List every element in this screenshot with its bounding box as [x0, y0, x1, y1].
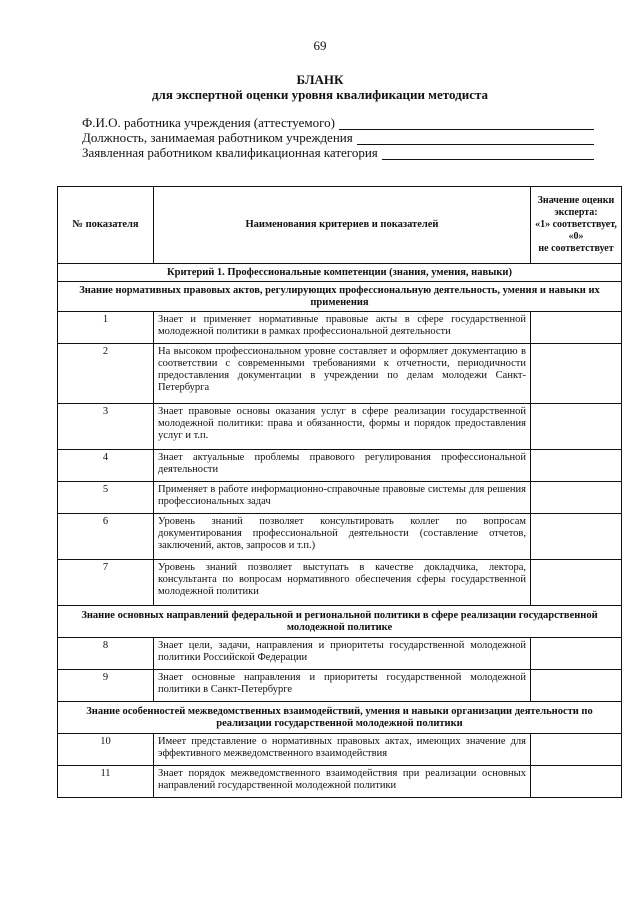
- field-position: [82, 131, 594, 145]
- table-row: [58, 312, 622, 344]
- row-value-cell[interactable]: [531, 514, 622, 560]
- row-value-cell[interactable]: [531, 734, 622, 766]
- table-row: [58, 560, 622, 606]
- header-value-line-2: «1» соответствует,: [535, 219, 617, 230]
- category-input[interactable]: [382, 148, 594, 160]
- header-value-line-3: «0»: [568, 231, 584, 242]
- header-value-line-1: Значение оценки эксперта:: [537, 195, 615, 218]
- row-value-cell[interactable]: [531, 560, 622, 606]
- field-category-label: Заявленная работником квалификационная категория: [82, 145, 378, 160]
- row-number: 5: [58, 482, 154, 514]
- table-row: [58, 450, 622, 482]
- table-row: [58, 514, 622, 560]
- header-value-line-4: не соответствует: [538, 243, 614, 254]
- row-text: Применяет в работе информационно-справочные правовые системы для решения профессиональных задач: [154, 482, 531, 514]
- row-text: Знает правовые основы оказания услуг в сфере реализации государственной молодежной политики: права и обязанности, формы и порядок предоставления услуг и т.п.: [154, 404, 531, 450]
- form-title-subtitle: для экспертной оценки уровня квалификации методиста: [151, 87, 489, 102]
- row-text: Знает цели, задачи, направления и приоритеты государственной молодежной политики Российской Федерации: [154, 638, 531, 670]
- row-value-cell[interactable]: [531, 312, 622, 344]
- row-number: 4: [58, 450, 154, 482]
- table-row: [58, 344, 622, 404]
- row-text: Знает актуальные проблемы правового регулирования профессиональной деятельности: [154, 450, 531, 482]
- criteria-table: [57, 186, 622, 798]
- row-text: Знает порядок межведомственного взаимодействия при реализации основных направлений государственной молодежной политики: [154, 766, 531, 798]
- row-number: 10: [58, 734, 154, 766]
- table-row: [58, 404, 622, 450]
- criterion-heading: Критерий 1. Профессиональные компетенции (знания, умения, навыки): [58, 264, 622, 282]
- row-text: Уровень знаний позволяет выступать в качестве докладчика, лектора, консультанта по вопросам нормативного обеспечения сферы государственной молодежной политики: [154, 560, 531, 606]
- table-row: [58, 734, 622, 766]
- table-row: [58, 766, 622, 798]
- form-title: [0, 72, 640, 102]
- header-number: № показателя: [58, 187, 154, 264]
- position-input[interactable]: [357, 133, 594, 145]
- form-title-main: БЛАНК: [296, 72, 344, 87]
- row-value-cell[interactable]: [531, 638, 622, 670]
- row-number: 6: [58, 514, 154, 560]
- section-row: [58, 702, 622, 734]
- row-number: 11: [58, 766, 154, 798]
- table-header-row: [58, 187, 622, 264]
- header-name: Наименования критериев и показателей: [154, 187, 531, 264]
- row-value-cell[interactable]: [531, 450, 622, 482]
- row-number: 3: [58, 404, 154, 450]
- row-text: На высоком профессиональном уровне составляет и оформляет документацию в соответствии с современными требованиями к отчетности, периодичности предоставления документации в учреждении по делам молодежи Санкт-Петербурга: [154, 344, 531, 404]
- row-number: 1: [58, 312, 154, 344]
- section-row: [58, 282, 622, 312]
- page-number: 69: [313, 38, 327, 53]
- row-value-cell[interactable]: [531, 404, 622, 450]
- row-number: 9: [58, 670, 154, 702]
- section-heading: Знание основных направлений федеральной и региональной политики в сфере реализации государственной молодежной политике: [58, 606, 622, 638]
- row-number: 2: [58, 344, 154, 404]
- row-text: Имеет представление о нормативных правовых актах, имеющих значение для эффективного межведомственного взаимодействия: [154, 734, 531, 766]
- row-value-cell[interactable]: [531, 766, 622, 798]
- row-value-cell[interactable]: [531, 482, 622, 514]
- section-heading: Знание особенностей межведомственных взаимодействий, умения и навыки организации деятельности по реализации государственной молодежной политики: [58, 702, 622, 734]
- row-value-cell[interactable]: [531, 670, 622, 702]
- criterion-row: [58, 264, 622, 282]
- field-full-name-label: Ф.И.О. работника учреждения (аттестуемого): [82, 115, 335, 130]
- full-name-input[interactable]: [339, 118, 594, 130]
- field-category: [82, 146, 594, 160]
- row-number: 8: [58, 638, 154, 670]
- field-full-name: [82, 116, 594, 130]
- header-value: [531, 187, 622, 264]
- table-row: [58, 638, 622, 670]
- table-row: [58, 482, 622, 514]
- row-number: 7: [58, 560, 154, 606]
- section-heading: Знание нормативных правовых актов, регулирующих профессиональную деятельность, умения и навыки их применения: [58, 282, 622, 312]
- section-row: [58, 606, 622, 638]
- table-row: [58, 670, 622, 702]
- row-text: Знает и применяет нормативные правовые акты в сфере государственной молодежной политики в рамках профессиональной деятельности: [154, 312, 531, 344]
- row-text: Знает основные направления и приоритеты государственной молодежной политики в Санкт-Петербурге: [154, 670, 531, 702]
- row-text: Уровень знаний позволяет консультировать коллег по вопросам документирования профессиональной деятельности (составление отчетов, заключений, актов, запросов и т.п.): [154, 514, 531, 560]
- row-value-cell[interactable]: [531, 344, 622, 404]
- field-position-label: Должность, занимаемая работником учреждения: [82, 130, 353, 145]
